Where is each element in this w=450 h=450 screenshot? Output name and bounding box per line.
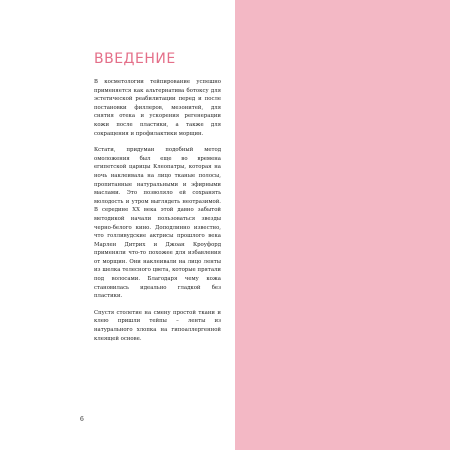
section-heading: ВВЕДЕНИЕ	[94, 51, 176, 67]
paragraph-2: Кстати, придуман подобный метод омоложения был еще во времена египетской царицы Клеопатры, которая на ночь наклеивала на лицо тканые полосы, пропитанные натуральными и эфирными маслами. Это позволяло ей сохранять молодость и утром выглядеть неотразимой. В середине XX века этой давно забытой методикой начали пользоваться звезды черно-белого кино. Доподлинно известно, что голливудские актрисы прошлого века Марлен Дитрих и Джоан Кроуфорд применяли что-то похожее для избавления от морщин. Они наклеивали на лицо ленты из шелка телесного цвета, которые прятали под волосами. Благодаря чему кожа становилась идеально гладкой без пластики.	[94, 147, 221, 300]
paragraph-3: Спустя столетие на смену простой ткани и клею пришли тейпы – ленты из натурального хлопка на гипоаллергенной клеящей основе.	[94, 309, 221, 342]
paragraph-1: В косметологии тейпирование успешно применяется как альтернатива ботоксу для эстетической реабилитации перед и после постановки филлеров, мезонитей, для снятия отека и ускорения регенерации кожи после пластики, а также для сокращения и профилактики морщин.	[94, 79, 221, 137]
decorative-pink-band	[235, 0, 450, 450]
page-number: 6	[80, 416, 84, 423]
text-column	[94, 50, 221, 351]
